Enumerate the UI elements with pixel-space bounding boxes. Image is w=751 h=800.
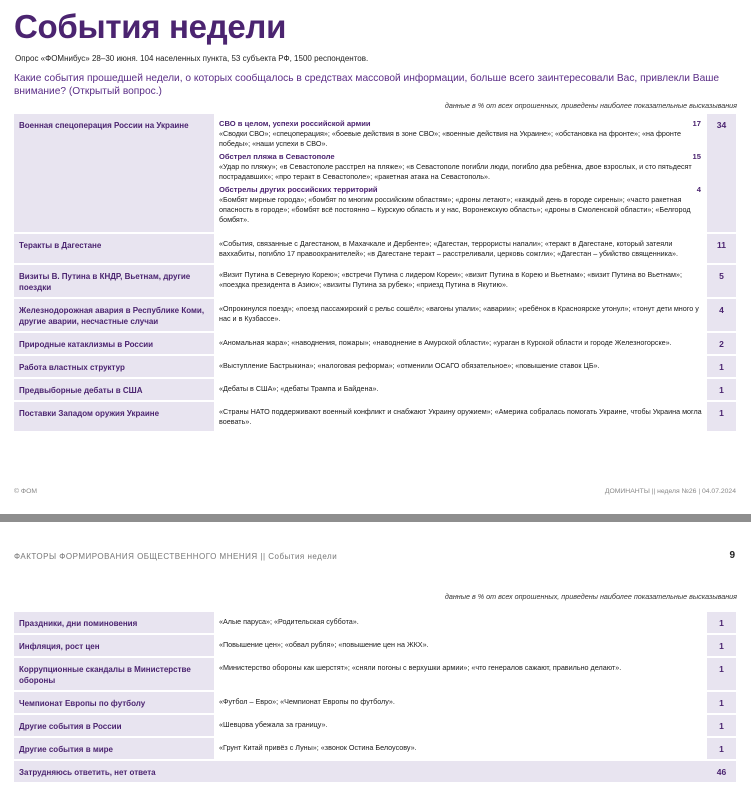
row-category: Поставки Западом оружия Украине [14, 402, 214, 431]
row-value: 1 [707, 715, 736, 736]
row-value: 1 [707, 356, 736, 377]
table-row [14, 114, 736, 234]
subcategory-quotes: «Бомбят мирные города»; «бомбят по многим российским областям»; «дроны летают»; «каждый день в городе сирены»; «часто ракетная опасность в городе»; «бомбят всё постоянно – Курскую область и у нас, Воронежскую область»; «дроны в Смоленской области»; «Белгород бомбят». [219, 195, 691, 224]
table-row [14, 299, 736, 333]
row-quotes: «Выступление Бастрыкина»; «налоговая реформа»; «отменили ОСАГО обязательное»; «повышение ставок ЦБ». [214, 356, 707, 377]
table-row [14, 658, 736, 692]
row-quotes: «Дебаты в США»; «дебаты Трампа и Байдена». [214, 379, 707, 400]
page-divider [0, 514, 751, 522]
row-value: 1 [707, 402, 736, 431]
results-table-continued [14, 612, 736, 784]
row-category: Теракты в Дагестане [14, 234, 214, 263]
table-row-total [14, 761, 736, 784]
row-value: 1 [707, 379, 736, 400]
survey-question: Какие события прошедшей недели, о которых сообщалось в средствах массовой информации, больше всего заинтересовали Вас, привлекли Ваше внимание? (Открытый вопрос.) [14, 73, 720, 97]
table-row [14, 715, 736, 738]
row-category: Природные катаклизмы в России [14, 333, 214, 354]
row-value: 5 [707, 265, 736, 297]
row-category: Другие события в России [14, 715, 214, 736]
subcategory-title: Обстрел пляжа в Севастополе [219, 152, 335, 161]
subcategory-heading [219, 119, 703, 129]
subcategory-quotes: «Сводки СВО»; «спецоперация»; «боевые действия в зоне СВО»; «военные действия на Украине»; «обстановка на фронте»; «на фронте победы»; «наши успехи в СВО». [219, 129, 682, 148]
row-category: Затрудняюсь ответить, нет ответа [14, 761, 707, 782]
row-value: 4 [707, 299, 736, 331]
row-details [214, 114, 707, 232]
row-value: 2 [707, 333, 736, 354]
running-header: ФАКТОРЫ ФОРМИРОВАНИЯ ОБЩЕСТВЕННОГО МНЕНИЯ || События недели [14, 552, 338, 561]
data-note: данные в % от всех опрошенных, приведены наиболее показательные высказывания [444, 592, 737, 601]
table-row [14, 612, 736, 635]
data-note: данные в % от всех опрошенных, приведены наиболее показательные высказывания [444, 101, 737, 110]
row-quotes: «Грунт Китай привёз с Луны»; «звонок Остина Белоусову». [214, 738, 707, 759]
row-category: Другие события в мире [14, 738, 214, 759]
row-quotes: «Министерство обороны как шерстят»; «сняли погоны с верхушки армии»; «что генералов сажают, правильно делают». [214, 658, 707, 690]
row-value: 1 [707, 738, 736, 759]
table-row [14, 333, 736, 356]
row-value: 1 [707, 658, 736, 690]
row-category: Предвыборные дебаты в США [14, 379, 214, 400]
row-quotes: «Визит Путина в Северную Корею»; «встречи Путина с лидером Кореи»; «визит Путина в Корею и Вьетнам»; «визит Путина во Вьетнам»; «поездка президента в Азию»; «визиты Путина за рубеж»; «приезд Путина в Якутию». [214, 265, 707, 297]
row-value: 46 [707, 761, 736, 782]
table-row [14, 692, 736, 715]
row-category: Коррупционные скандалы в Министерстве обороны [14, 658, 214, 690]
page-number: 9 [729, 550, 735, 561]
table-row [14, 635, 736, 658]
subcategory-heading [219, 152, 703, 162]
table-row [14, 356, 736, 379]
row-quotes: «Опрокинулся поезд»; «поезд пассажирский с рельс сошёл»; «вагоны упали»; «аварии»; «ребёнок в Красноярске утонул»; «тонут дети много у нас и в Кузбассе». [214, 299, 707, 331]
row-quotes: «Аномальная жара»; «наводнения, пожары»; «наводнение в Амурской области»; «ураган в Курской области и городе Железногорске». [214, 333, 707, 354]
copyright: © ФОМ [14, 488, 38, 495]
results-table [14, 114, 736, 433]
row-category: Чемпионат Европы по футболу [14, 692, 214, 713]
row-quotes: «Страны НАТО поддерживают военный конфликт и снабжают Украину оружием»; «Америка собралась помогать Украине, чтобы Украина могла воевать». [214, 402, 707, 431]
subcategory-value: 4 [696, 185, 701, 194]
subcategory-value: 15 [692, 152, 701, 161]
row-category: Военная спецоперация России на Украине [14, 114, 214, 232]
row-quotes: «Шевцова убежала за границу». [214, 715, 707, 736]
subcategory-heading [219, 185, 703, 195]
issue-info: ДОМИНАНТЫ || неделя №26 | 04.07.2024 [604, 488, 736, 495]
row-quotes: «Футбол – Евро»; «Чемпионат Европы по футболу». [214, 692, 707, 713]
row-category: Праздники, дни поминовения [14, 612, 214, 633]
table-row [14, 738, 736, 761]
table-row [14, 379, 736, 402]
row-quotes: «Повышение цен»; «обвал рубля»; «повышение цен на ЖКХ». [214, 635, 707, 656]
subcategory-value: 17 [692, 119, 701, 128]
row-value: 1 [707, 692, 736, 713]
subcategory-title: СВО в целом, успехи российской армии [219, 119, 371, 128]
row-value: 34 [707, 114, 736, 232]
row-category: Железнодорожная авария в Республике Коми, другие аварии, несчастные случаи [14, 299, 214, 331]
subcategory-title: Обстрелы других российских территорий [219, 185, 378, 194]
row-value: 1 [707, 635, 736, 656]
table-row [14, 234, 736, 265]
row-quotes: «Алые паруса»; «Родительская суббота». [214, 612, 707, 633]
row-category: Работа властных структур [14, 356, 214, 377]
survey-info: Опрос «ФОМнибус» 28–30 июня. 104 населенных пункта, 53 субъекта РФ, 1500 респондентов. [15, 54, 369, 63]
page-2 [0, 522, 751, 800]
row-quotes: «События, связанные с Дагестаном, в Махачкале и Дербенте»; «Дагестан, террористы напали»; «теракт в Дагестане, который затеяли ваххабиты, погибло 17 правоохранителей»; «в Дагестане теракт – расстреливали, церковь сожгли»; «Дагестан – убийство священника». [214, 234, 707, 263]
page-title: События недели [14, 8, 287, 45]
table-row [14, 402, 736, 433]
table-row [14, 265, 736, 299]
subcategory-quotes: «Удар по пляжу»; «в Севастополе расстрел на пляже»; «в Севастополе погибли люди, погибло два ребёнка, двое взрослых, и сто пятьдесят пострадавших»; «про теракт в Севастополе»; «ракетная атака на Севастополь». [219, 162, 692, 181]
row-category: Визиты В. Путина в КНДР, Вьетнам, другие поездки [14, 265, 214, 297]
row-value: 1 [707, 612, 736, 633]
row-category: Инфляция, рост цен [14, 635, 214, 656]
row-value: 11 [707, 234, 736, 263]
